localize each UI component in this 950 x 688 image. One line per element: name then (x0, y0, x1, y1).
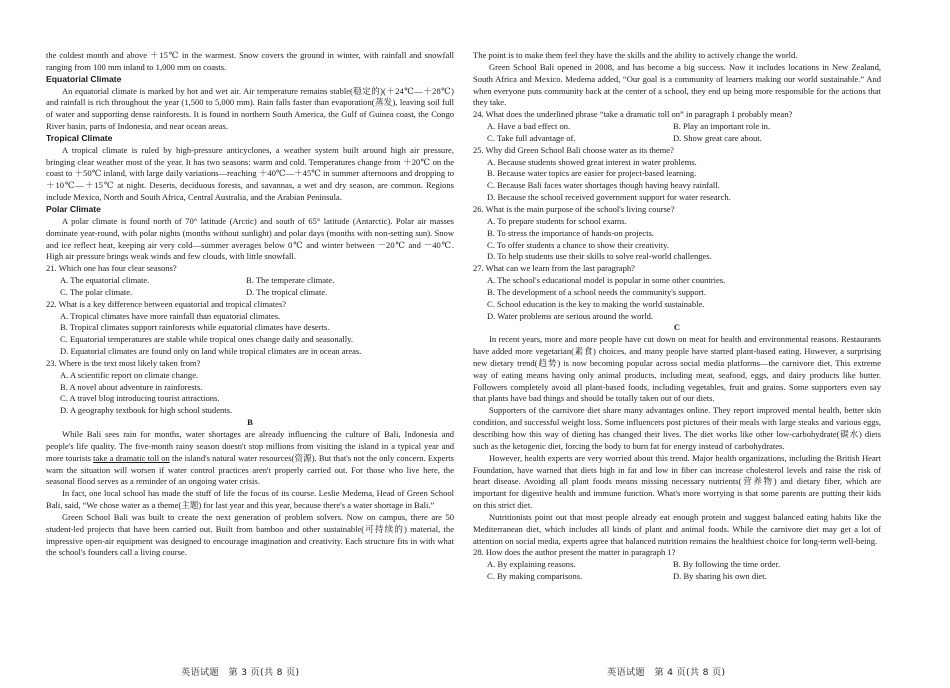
option-a: A. Because students showed great interest in water problems. (487, 156, 697, 167)
page-footer-left: 英语试题 第 3 页(共 8 页) (181, 667, 300, 678)
equatorial-paragraph: An equatorial climate is marked by hot and wet air. Air temperature remains stable(稳定的)(＋24℃—＋28℃) and rainfall is rich throughout the year (1,500 to 5,000 mm). Rain falls faster than evaporation(蒸发), leaving soil full of water and supporting dense rainforests. It is found in northern South America, the Gulf of Guinea coast, the Congo River basin, parts of Indonesia, and near ocean areas. (46, 85, 454, 132)
option-b: B. The temperate climate. (246, 275, 335, 286)
left-column (46, 50, 454, 559)
passage-b-paragraph-2: In fact, one local school has made the stuff of life the focus of its course. Leslie Medema, Head of Green School Bali, said, “We chose water as a theme(主题) for last year and this year, because there's a water shortage in Bali.” (46, 488, 454, 511)
text-span: the island's natural water resources(资源). But that's not the only concern. Experts warn the situation will worsen if water control practices aren't properly carried out. For those who live here, the seasonal flood serves as a reminder of an ongoing water crisis. (46, 452, 454, 487)
option-a: A. Tropical climates have more rainfall than equatorial climates. (60, 310, 281, 321)
passage-b-paragraph-4: Green School Bali opened in 2008, and has become a big success. Now it includes locations in New Zealand, South Africa and Mexico. Medema added, “Our goal is a community of learners making our world sustainable.” And when everyone puts community back at the center of a school, they end up being more responsible for the actions that they take. (473, 61, 881, 108)
option-c: C. Equatorial temperatures are stable while tropical ones change daily and seasonally. (60, 334, 354, 345)
option-a: A. The school's educational model is popular in some other countries. (487, 275, 726, 286)
option-c: C. School education is the key to making the world sustainable. (487, 298, 705, 309)
tropical-paragraph: A tropical climate is ruled by high-pressure anticyclones, a weather system built around high air pressure, bringing clear weather most of the year. It has two seasons: warm and cold. Temperatures change from ＋20℃ on the coast to ＋50℃ inland, with large daily variations—reaching ＋40℃—＋45℃ in summer afternoons and dropping to ＋10℃—＋15℃ at night. Deserts, deciduous forests, and savannas, a wet and dry season, are common. Regions include Mexico, North and South Africa, Central Australia, and the Arabian Peninsula. (46, 144, 454, 203)
question-stem: 21. Which one has four clear seasons? (46, 263, 177, 274)
passage-c-paragraph-2: Supporters of the carnivore diet share many advantages online. They report improved mental health, better skin condition, and successful weight loss. Some influencers post pictures of their meals with large steaks and various eggs, describing how this way of dieting has changed their lives. The diet works like other low-carbohydrate(碳水) diets such as the ketogenic diet, forcing the body to burn fat for energy instead of carbohydrates. (473, 405, 881, 451)
question-26 (473, 204, 881, 263)
option-c: C. By making comparisons. (487, 571, 583, 582)
question-22 (46, 299, 454, 358)
question-stem: 24. What does the underlined phrase “take a dramatic toll on” in paragraph 1 probably mean? (473, 109, 793, 120)
option-a: A. By explaining reasons. (487, 559, 576, 570)
passage-c-paragraph-3: However, health experts are very worried about this trend. Major health organizations, including the British Heart Foundation, have warned that diets high in fat and low in fiber can increase cholesterol levels and raise the risk of heart disease. Avoiding all plant foods means missing necessary nutrients(营养物) and dietary fiber, which are important for digestive health and immune function. What's more worrying is that some parents are putting their kids on this strict diet. (473, 452, 881, 511)
question-24 (473, 109, 881, 145)
polar-heading: Polar Climate (46, 203, 101, 214)
option-c: C. The polar climate. (60, 286, 133, 297)
section-c-label: C (673, 322, 681, 333)
option-c: C. To offer students a chance to show their creativity. (487, 239, 670, 250)
text-span: While Bali sees rain for months, water shortages are already influencing the culture of Bali, Indonesia and people's life quality. The five-month rainy season doesn't stop millions from visiting the island in a typical year and more tourists (46, 429, 454, 463)
passage-b-paragraph-1 (46, 429, 454, 488)
question-21 (46, 263, 454, 299)
passage-c-paragraph-4: Nutritionists point out that most people already eat enough protein and suggest balanced eating habits like the Mediterranean diet, which includes all kinds of plant and animal foods. While the carnivore diet may get a lot of attention on social media, experts agree that balanced nutrition remains the healthiest choice for long-term well-being. (473, 511, 881, 546)
option-d: D. The tropical climate. (246, 286, 328, 297)
question-stem: 23. Where is the text most likely taken from? (46, 357, 201, 368)
question-stem: 22. What is a key difference between equatorial and tropical climates? (46, 298, 287, 309)
option-d: D. Because the school received government support for water research. (487, 192, 731, 203)
option-c: C. A travel blog introducing tourist attractions. (60, 393, 220, 404)
option-d: D. Show great care about. (673, 132, 762, 143)
option-d: D. Equatorial climates are found only on land while tropical climates are in ocean areas. (60, 346, 362, 357)
question-27 (473, 263, 881, 322)
polar-paragraph: A polar climate is found north of 70° latitude (Arctic) and south of 65° latitude (Antarctic). Polar air masses dominate year-round, with polar nights (months without sunlight) and polar days (months with non-setting sun). Snow and ice reflect heat, keeping air very cold—summer averages below 0℃ and winter between －20℃ and －40℃. High air pressure brings weak winds and few clouds, with little snowfall. (46, 215, 454, 262)
option-b: B. The development of a school needs the community's support. (487, 286, 707, 297)
question-28 (473, 547, 881, 583)
option-a: A. The equatorial climate. (60, 275, 150, 286)
climate-intro-text: the coldest month and above ＋15℃ in the warmest. Snow covers the ground in winter, with rainfall and snowfall ranging from 100 mm inland to 1,000 mm on coasts. (46, 50, 454, 72)
option-d: D. By sharing his own diet. (673, 571, 767, 582)
question-stem: 27. What can we learn from the last paragraph? (473, 263, 635, 274)
option-a: A. Have a bad effect on. (487, 121, 571, 132)
passage-b-continuation: The point is to make them feel they have the skills and the ability to actively change the world. (473, 50, 798, 60)
option-b: B. Play an important role in. (673, 121, 771, 132)
option-b: B. To stress the importance of hands-on projects. (487, 227, 655, 238)
page-footer-right: 英语试题 第 4 页(共 8 页) (607, 667, 726, 678)
equatorial-heading: Equatorial Climate (46, 73, 122, 84)
question-23 (46, 358, 454, 417)
tropical-heading: Tropical Climate (46, 132, 113, 143)
option-d: D. Water problems are serious around the world. (487, 310, 654, 321)
option-d: D. A geography textbook for high school students. (60, 405, 233, 416)
option-a: A. To prepare students for school exams. (487, 215, 627, 226)
option-b: B. Tropical climates support rainforests while equatorial climates have deserts. (60, 322, 330, 333)
passage-c-paragraph-1: In recent years, more and more people have cut down on meat for health and environmental reasons. Restaurants have added more vegetarian(素食) choices, and many people have started plant-based eating. However, a surprising new dietary trend(趋势) is now becoming popular across social media platforms—the carnivore diet. This extreme way of eating means having only animal products, including meat, seafood, eggs, and dairy products like butter. Followers completely avoid all plant-based foods, including vegetables, fruit and grains. Some supporters even say that plants have bad things and should be totally taken out of our diets. (473, 334, 881, 404)
underlined-phrase: take a dramatic toll on (93, 452, 170, 463)
option-c: C. Because Bali faces water shortages though having heavy rainfall. (487, 180, 720, 191)
section-b-label: B (247, 417, 253, 428)
option-b: B. By following the time order. (673, 559, 781, 570)
option-b: B. A novel about adventure in rainforests. (60, 381, 203, 392)
question-25 (473, 145, 881, 204)
question-stem: 26. What is the main purpose of the school's living course? (473, 203, 675, 214)
option-a: A. A scientific report on climate change. (60, 369, 199, 380)
option-b: B. Because water topics are easier for project-based learning. (487, 168, 697, 179)
question-stem: 28. How does the author present the matter in paragraph 1? (473, 547, 676, 558)
question-stem: 25. Why did Green School Bali choose water as its theme? (473, 144, 674, 155)
right-column (473, 50, 881, 583)
option-c: C. Take full advantage of. (487, 132, 576, 143)
passage-b-paragraph-3: Green School Bali was built to create the next generation of problem solvers. Now on campus, there are 50 student-led projects that have been carried out. Built from bamboo and other sustainable(可持续的) material, the impressive open-air equipment was designed to encourage imagination and creativity. Each structure fits in with what the school's founders call a living course. (46, 511, 454, 558)
option-d: D. To help students use their skills to solve real-world challenges. (487, 251, 712, 262)
